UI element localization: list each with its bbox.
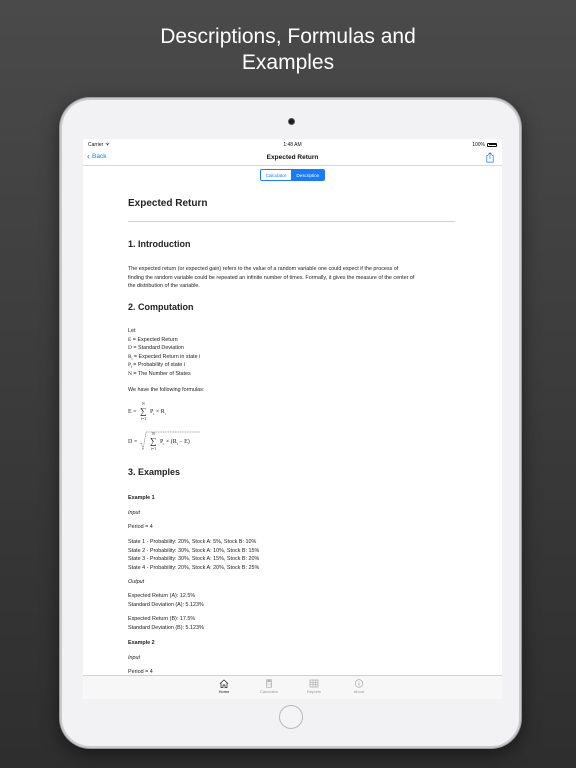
segment-description[interactable]: Description xyxy=(291,170,324,180)
tab-calculator[interactable] xyxy=(249,679,289,694)
share-icon[interactable] xyxy=(485,152,495,163)
period-line: Period = 4 xyxy=(128,524,153,530)
tab-label: Calculator xyxy=(259,689,278,694)
period-line: Period = 4 xyxy=(128,669,153,675)
output-line: Standard Deviation (A): 5.123% xyxy=(128,601,204,608)
status-time: 1:48 AM xyxy=(283,141,302,148)
reports-icon xyxy=(309,679,319,688)
tab-label: Home xyxy=(218,689,230,694)
input-label: Input xyxy=(128,655,140,661)
tab-label: Reports xyxy=(306,689,321,694)
definition-item: D = Standard Deviation xyxy=(128,345,184,351)
output-line: Expected Return (A): 12.5% xyxy=(128,593,196,599)
segment-calculator[interactable]: Calculator xyxy=(261,170,292,180)
intro-line: finding the random variable could be repeated an infinite number of times. Formally, it gives the measure of the center of xyxy=(128,274,415,281)
computation-heading: 2. Computation xyxy=(128,302,194,312)
intro-line: the distribution of the variable. xyxy=(128,283,200,289)
sigma-symbol: ∑ xyxy=(150,436,157,446)
home-button[interactable] xyxy=(279,705,303,729)
formula-standard-deviation: D = N ∑ i=1 $P_i \times (R_i - E)$ xyxy=(128,431,248,455)
info-icon xyxy=(354,679,364,688)
camera-icon xyxy=(288,118,295,125)
definition-item: N = The Number of States xyxy=(128,370,191,377)
example-title: Example 2 xyxy=(128,640,155,646)
formula-expected-return: E = N ∑ i=1 $P_i \times R_i$ xyxy=(128,402,166,421)
back-label: Back xyxy=(92,153,107,160)
document-title: Expected Return xyxy=(128,198,208,209)
page-title: Expected Return xyxy=(266,154,319,161)
tab-about[interactable] xyxy=(339,679,379,694)
tab-reports[interactable] xyxy=(294,679,334,694)
definition-item: E = Expected Return xyxy=(128,336,178,343)
tab-home[interactable] xyxy=(204,679,244,694)
input-label: Input xyxy=(128,510,140,516)
state-line: State 1 - Probability: 20%, Stock A: 5%, Stock B: 10% xyxy=(128,539,257,545)
example-title: Example 1 xyxy=(128,495,155,501)
intro-line: The expected return (or expected gain) refers to the value of a random variable one could expect if the process of xyxy=(128,266,399,272)
formulas-intro: We have the following formulas: xyxy=(128,387,205,393)
home-icon xyxy=(219,679,229,688)
state-line: State 3 - Probability: 30%, Stock A: 15%, Stock B: 20% xyxy=(128,556,260,562)
chevron-left-icon: ‹ xyxy=(87,151,90,161)
definition-item: $R_i$ = Expected Return in state i xyxy=(128,353,201,361)
battery-icon xyxy=(487,143,497,147)
carrier-label: Carrier xyxy=(88,142,110,148)
let-label: Let xyxy=(128,328,136,334)
intro-heading: 1. Introduction xyxy=(128,239,191,249)
headline-line-2: Examples xyxy=(241,51,335,74)
status-bar xyxy=(83,139,502,150)
state-line: State 4 - Probability: 20%, Stock A: 20%, Stock B: 25% xyxy=(128,564,260,571)
segmented-control xyxy=(83,166,502,184)
title-divider xyxy=(128,221,455,222)
output-line: Standard Deviation (B): 5.123% xyxy=(128,624,204,631)
app-screen xyxy=(83,139,502,699)
output-label: Output xyxy=(128,579,145,585)
back-button[interactable] xyxy=(87,152,106,161)
marketing-headline xyxy=(0,24,576,76)
sigma-symbol: ∑ xyxy=(140,406,147,416)
tab-bar xyxy=(83,675,502,699)
definition-item: $P_i$ = Probability of state i xyxy=(128,362,185,370)
headline-line-1: Descriptions, Formulas and xyxy=(160,25,416,48)
battery-percent: 100% xyxy=(472,141,485,148)
ipad-frame xyxy=(60,98,521,748)
navigation-bar xyxy=(83,150,502,166)
output-line: Expected Return (B): 17.5% xyxy=(128,616,196,622)
tab-label: About xyxy=(353,689,365,694)
examples-heading: 3. Examples xyxy=(128,467,181,477)
state-line: State 2 - Probability: 30%, Stock A: 10%, Stock B: 15% xyxy=(128,547,260,554)
calculator-icon xyxy=(264,679,274,688)
